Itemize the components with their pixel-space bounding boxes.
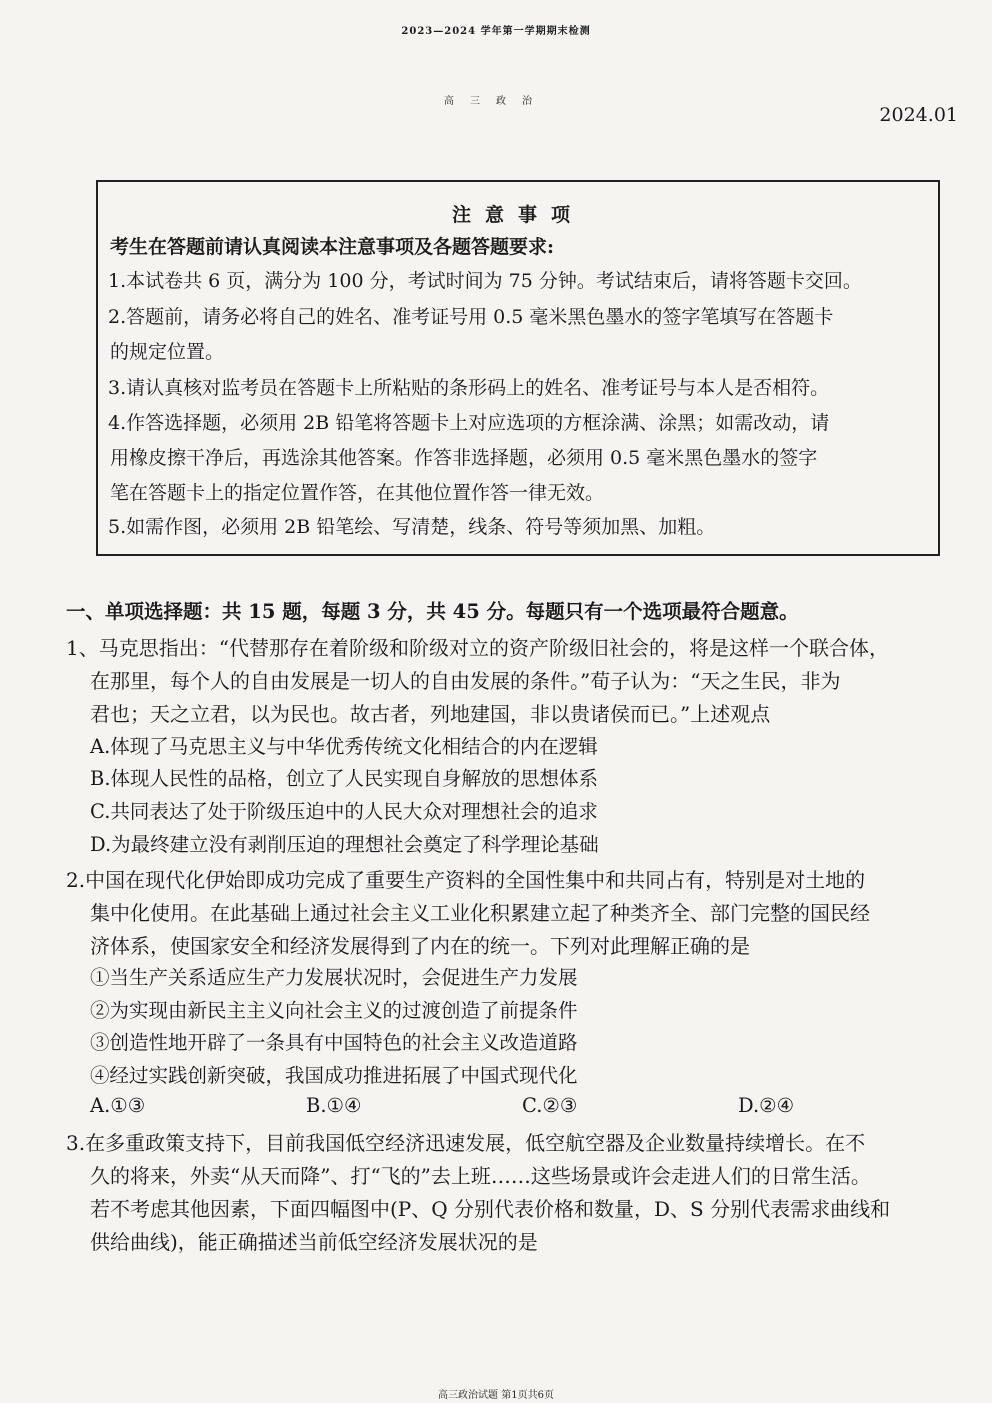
notice-line: 笔在答题卡上的指定位置作答，在其他位置作答一律无效。 (110, 482, 605, 504)
question-3-stem: 3.在多重政策支持下，目前我国低空经济迅速发展，低空航空器及企业数量持续增长。在不 (66, 1131, 866, 1155)
question-2-option-b: B.①④ (306, 1094, 362, 1117)
exam-title: 2023—2024 学年第一学期期末检测 (401, 26, 591, 37)
notice-line: 2.答题前，请务必将自己的姓名、准考证号用 0.5 毫米黑色墨水的签字笔填写在答题卡 (108, 306, 834, 328)
question-3-stem: 供给曲线)，能正确描述当前低空经济发展状况的是 (90, 1230, 538, 1254)
notice-title: 注意事项 (451, 204, 584, 226)
page-footer: 高三政治试题 第1页共6页 (438, 1390, 554, 1401)
notice-line: 4.作答选择题，必须用 2B 铅笔将答题卡上对应选项的方框涂满、涂黑；如需改动，请 (108, 412, 830, 434)
notice-intro: 考生在答题前请认真阅读本注意事项及各题答题要求: (110, 236, 555, 258)
question-1-option-a: A.体现了马克思主义与中华优秀传统文化相结合的内在逻辑 (90, 735, 598, 758)
question-2-stem: 2.中国在现代化伊始即成功完成了重要生产资料的全国性集中和共同占有，特别是对土地的 (66, 868, 866, 892)
notice-line: 的规定位置。 (110, 341, 225, 363)
question-1-stem: 在那里，每个人的自由发展是一切人的自由发展的条件。”荀子认为：“天之生民，非为 (90, 669, 841, 693)
question-3-stem: 久的将来，外卖“从天而降”、打“飞的”去上班……这些场景或许会走进人们的日常生活。 (90, 1164, 871, 1188)
notice-line: 1.本试卷共 6 页，满分为 100 分，考试时间为 75 分钟。考试结束后，请将答题卡交回。 (108, 270, 862, 292)
question-2-option-c: C.②③ (522, 1094, 578, 1117)
question-2-statement: ③创造性地开辟了一条具有中国特色的社会主义改造道路 (90, 1031, 578, 1054)
notice-box (96, 180, 940, 556)
question-2-statement: ①当生产关系适应生产力发展状况时，会促进生产力发展 (90, 966, 578, 989)
question-1-option-c: C.共同表达了处于阶级压迫中的人民大众对理想社会的追求 (90, 800, 598, 823)
exam-date: 2024.01 (879, 104, 958, 126)
subject-title: 高三政治 (444, 96, 548, 107)
question-2-option-a: A.①③ (90, 1094, 146, 1117)
question-2-stem: 集中化使用。在此基础上通过社会主义工业化积累建立起了种类齐全、部门完整的国民经 (90, 901, 870, 925)
question-1-option-d: D.为最终建立没有剥削压迫的理想社会奠定了科学理论基础 (90, 833, 599, 856)
question-1-stem: 1、马克思指出：“代替那存在着阶级和阶级对立的资产阶级旧社会的，将是这样一个联合体， (66, 636, 889, 660)
question-2-statement: ②为实现由新民主主义向社会主义的过渡创造了前提条件 (90, 999, 578, 1022)
question-1-stem: 君也；天之立君，以为民也。故古者，列地建国，非以贵诸侯而已。”上述观点 (90, 702, 771, 726)
question-2-statement: ④经过实践创新突破，我国成功推进拓展了中国式现代化 (90, 1064, 578, 1087)
notice-line: 3.请认真核对监考员在答题卡上所粘贴的条形码上的姓名、准考证号与本人是否相符。 (108, 377, 830, 399)
question-1-option-b: B.体现人民性的品格，创立了人民实现自身解放的思想体系 (90, 767, 599, 790)
question-3-stem: 若不考虑其他因素，下面四幅图中(P、Q 分别代表价格和数量，D、S 分别代表需求曲线和 (90, 1197, 891, 1221)
notice-line: 5.如需作图，必须用 2B 铅笔绘、写清楚，线条、符号等须加黑、加粗。 (108, 516, 716, 538)
question-2-option-d: D.②④ (738, 1094, 795, 1117)
question-2-stem: 济体系，使国家安全和经济发展得到了内在的统一。下列对此理解正确的是 (90, 934, 750, 958)
section-title: 一、单项选择题：共 15 题，每题 3 分，共 45 分。每题只有一个选项最符合题意。 (66, 600, 799, 623)
notice-line: 用橡皮擦干净后，再选涂其他答案。作答非选择题，必须用 0.5 毫米黑色墨水的签字 (110, 447, 818, 469)
